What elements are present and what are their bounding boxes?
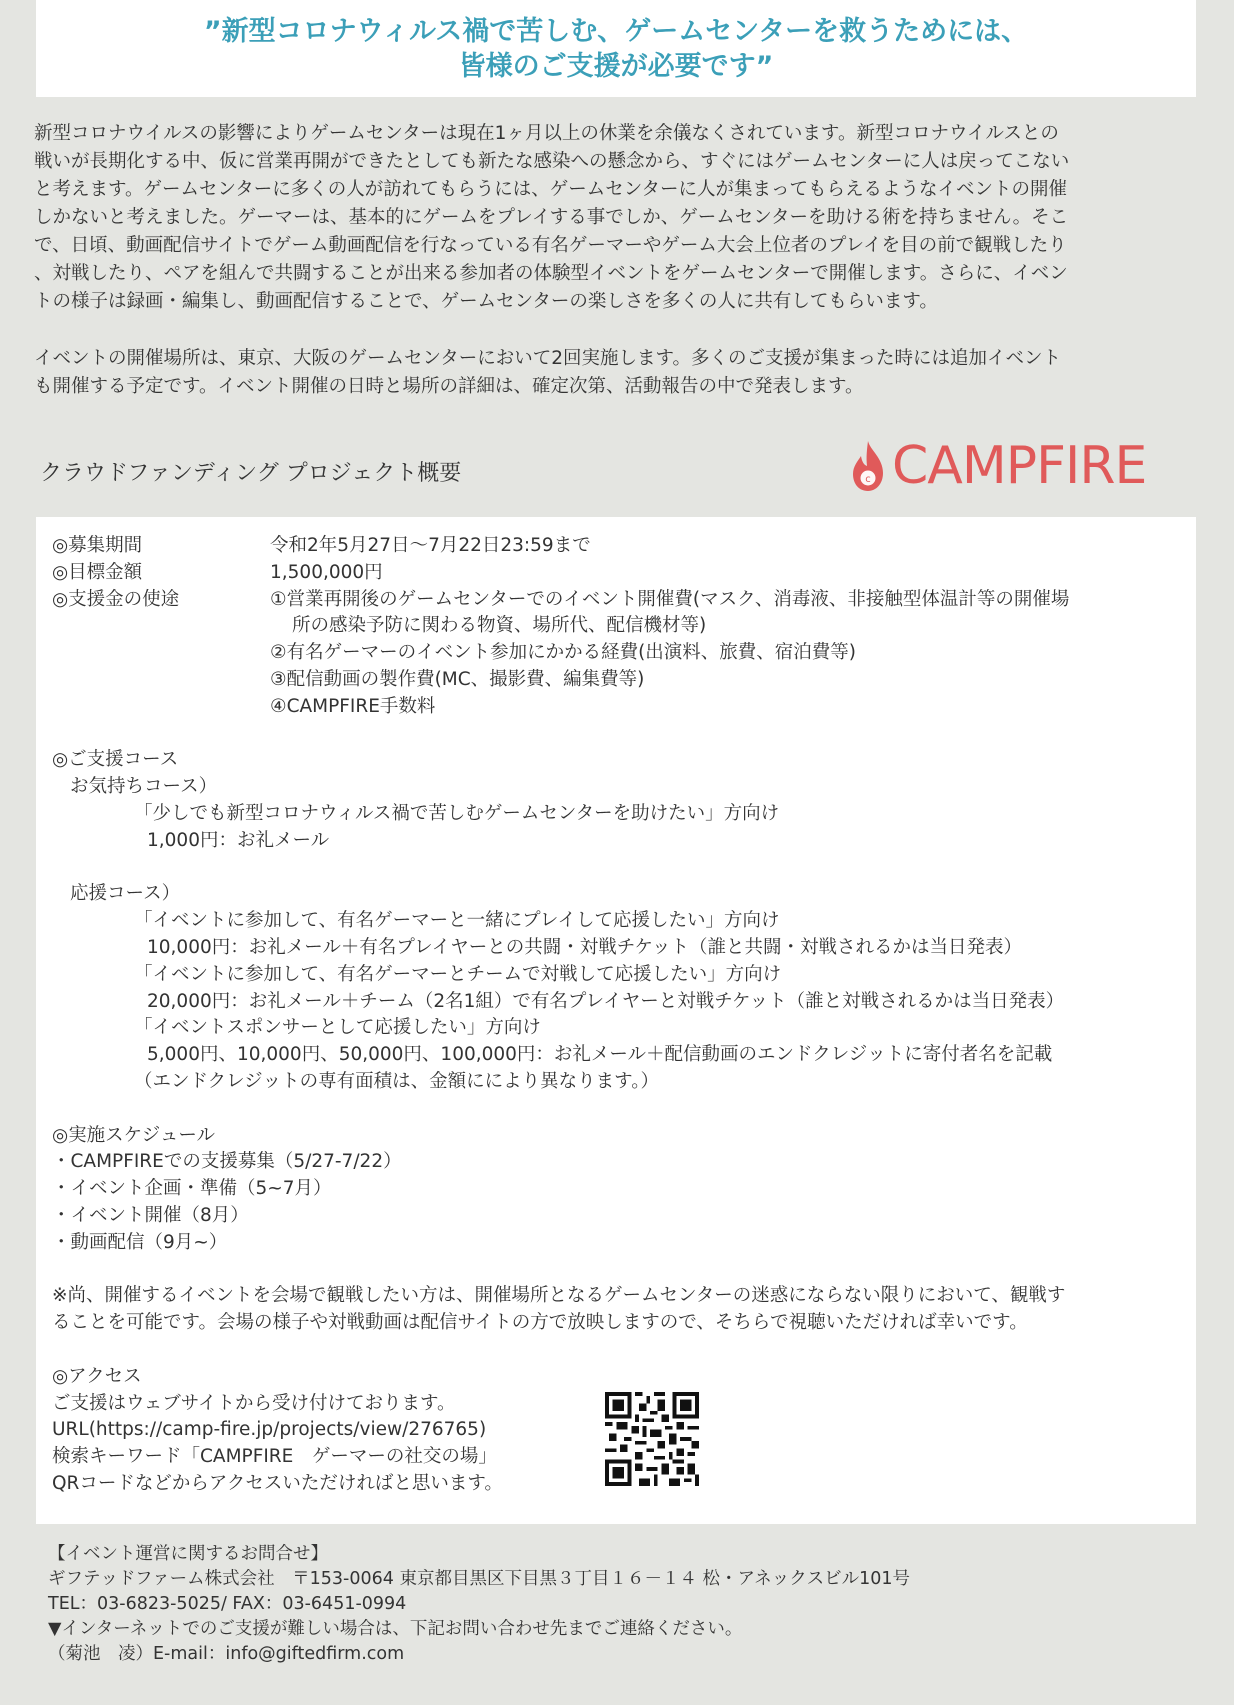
usage-row bbox=[52, 587, 1196, 614]
courses-heading: ◎ご支援コース bbox=[52, 749, 179, 771]
ouen-course-title: 応援コース） bbox=[70, 883, 181, 905]
intro-line: と考えます。ゲームセンターに多くの人が訪れてもらうには、ゲームセンターに人が集まってもらえるようなイベントの開催 bbox=[34, 179, 1068, 200]
section-title: クラウドファンディング プロジェクト概要 bbox=[40, 461, 462, 486]
usage-item: ③配信動画の製作費(MC、撮影費、編集費等) bbox=[270, 668, 645, 690]
access-heading: ◎アクセス bbox=[52, 1365, 142, 1387]
footer-line: 【イベント運営に関するお問合せ】 bbox=[48, 1544, 328, 1564]
access-section bbox=[52, 1364, 1196, 1498]
period-value: 令和2年5月27日〜7月22日23:59まで bbox=[270, 535, 591, 556]
footer-line: ギフテッドファーム株式会社 〒153-0064 東京都目黒区下目黒３丁目１６－１４ 松・アネックスビル101号 bbox=[48, 1569, 911, 1589]
usage-item: 所の感染予防に関わる物資、場所代、配信機材等) bbox=[292, 615, 707, 637]
access-line: QRコードなどからアクセスいただければと思います。 bbox=[52, 1472, 503, 1494]
period-label: ◎募集期間 bbox=[52, 535, 143, 556]
schedule-item: ・イベント開催（8月） bbox=[52, 1204, 249, 1226]
svg-text:c: c bbox=[865, 474, 871, 485]
intro-line: トの様子は録画・編集し、動画配信することで、ゲームセンターの楽しさを多くの人に共有してもらいます。 bbox=[34, 291, 938, 312]
intro-line: 新型コロナウイルスの影響によりゲームセンターは現在1ヶ月以上の休業を余儀なくされています。新型コロナウイルスとの bbox=[34, 123, 1059, 144]
access-line: 検索キーワード「CAMPFIRE ゲーマーの社交の場」 bbox=[52, 1446, 497, 1468]
usage-item: ④CAMPFIRE手数料 bbox=[270, 695, 436, 717]
logo-text: CAMPFIRE bbox=[892, 436, 1147, 496]
headline-box bbox=[36, 0, 1196, 97]
kimochi-course-title: お気持ちコース） bbox=[70, 776, 218, 798]
period-row bbox=[52, 533, 1196, 560]
contact-footer bbox=[48, 1542, 1198, 1667]
usage-item: ①営業再開後のゲームセンターでのイベント開催費(マスク、消毒液、非接触型体温計等の開催場 bbox=[270, 588, 1070, 610]
headline-line-1: ”新型コロナウィルス禍で苦しむ、ゲームセンターを救うためには、 bbox=[203, 16, 1029, 47]
ouen-course-line: 「イベントスポンサーとして応援したい」方向け bbox=[134, 1017, 541, 1039]
schedule-item: ・イベント企画・準備（5~7月） bbox=[52, 1178, 332, 1200]
goal-row bbox=[52, 560, 1196, 587]
intro-line: で、日頃、動画配信サイトでゲーム動画配信を行なっている有名ゲーマーやゲーム大会上位者のプレイを目の前で観戦したり bbox=[34, 235, 1067, 256]
kimochi-course-reward: 1,000円：お礼メール bbox=[147, 829, 330, 851]
campfire-logo bbox=[850, 436, 1146, 496]
footer-line: TEL：03-6823-5025/ FAX：03-6451-0994 bbox=[48, 1594, 407, 1614]
access-line: ご支援はウェブサイトから受け付けております。 bbox=[52, 1392, 456, 1414]
goal-label: ◎目標金額 bbox=[52, 561, 143, 583]
note-line: ※尚、開催するイベントを会場で観戦したい方は、開催場所となるゲームセンターの迷惑にならない限りにおいて、観戦す bbox=[52, 1285, 1066, 1307]
flame-icon bbox=[850, 440, 886, 492]
intro-line: しかないと考えました。ゲーマーは、基本的にゲームをプレイする事でしか、ゲームセンターを助ける術を持ちません。そこ bbox=[34, 207, 1069, 228]
ouen-course-line: 「イベントに参加して、有名ゲーマーと一緒にプレイして応援したい」方向け bbox=[134, 910, 780, 932]
schedule-heading: ◎実施スケジュール bbox=[52, 1124, 216, 1146]
intro-line: 、対戦したり、ペアを組んで共闘することが出来る参加者の体験型イベントをゲームセンターで開催します。さらに、イベン bbox=[34, 263, 1068, 284]
intro-text bbox=[34, 120, 1206, 430]
intro-line: 戦いが長期化する中、仮に営業再開ができたとしても新たな感染への懸念から、すぐにはゲームセンターに人は戻ってこない bbox=[34, 151, 1070, 172]
schedule-item: ・CAMPFIREでの支援募集（5/27-7/22） bbox=[52, 1151, 402, 1173]
goal-value: 1,500,000円 bbox=[270, 561, 383, 583]
page-edge bbox=[1234, 0, 1242, 1705]
qr-code-icon[interactable] bbox=[605, 1392, 699, 1486]
footer-email[interactable]: （菊池 凌）E-mail：info@giftedfirm.com bbox=[48, 1644, 405, 1664]
footer-line: ▼インターネットでのご支援が難しい場合は、下記お問い合わせ先までご連絡ください。 bbox=[48, 1619, 743, 1639]
ouen-course-line: 「イベントに参加して、有名ゲーマーとチームで対戦して応援したい」方向け bbox=[134, 963, 782, 985]
ouen-course-line: 5,000円、10,000円、50,000円、100,000円：お礼メール＋配信動画のエンドクレジットに寄付者名を記載 bbox=[147, 1044, 1053, 1066]
ouen-course-line: （エンドクレジットの専有面積は、金額ににより異なります。） bbox=[134, 1070, 659, 1092]
intro-line: も開催する予定です。イベント開催の日時と場所の詳細は、確定次第、活動報告の中で発表します。 bbox=[34, 376, 864, 397]
schedule-item: ・動画配信（9月~） bbox=[52, 1231, 228, 1253]
intro-paragraph-1 bbox=[34, 120, 1206, 316]
note-line: ることを可能です。会場の様子や対戦動画は配信サイトの方で放映しますので、そちらで視聴いただければ幸いです。 bbox=[52, 1312, 1028, 1334]
usage-item: ②有名ゲーマーのイベント参加にかかる経費(出演料、旅費、宿泊費等) bbox=[270, 642, 857, 664]
headline-line-2: 皆様のご支援が必要です” bbox=[458, 51, 774, 82]
ouen-course-line: 10,000円：お礼メール＋有名プレイヤーとの共闘・対戦チケット（誰と共闘・対戦されるかは当日発表） bbox=[147, 936, 1023, 958]
ouen-course-line: 20,000円：お礼メール＋チーム（2名1組）で有名プレイヤーと対戦チケット（誰と対戦されるかは当日発表） bbox=[147, 990, 1065, 1012]
kimochi-course-target: 「少しでも新型コロナウィルス禍で苦しむゲームセンターを助けたい」方向け bbox=[134, 802, 780, 824]
usage-label: ◎支援金の使途 bbox=[52, 588, 180, 610]
intro-line: イベントの開催場所は、東京、大阪のゲームセンターにおいて2回実施します。多くのご支援が集まった時には追加イベント bbox=[34, 348, 1062, 369]
project-overview-card bbox=[36, 517, 1196, 1524]
intro-paragraph-2 bbox=[34, 345, 1206, 401]
access-url[interactable]: URL(https://camp-fire.jp/projects/view/276765) bbox=[52, 1419, 487, 1441]
